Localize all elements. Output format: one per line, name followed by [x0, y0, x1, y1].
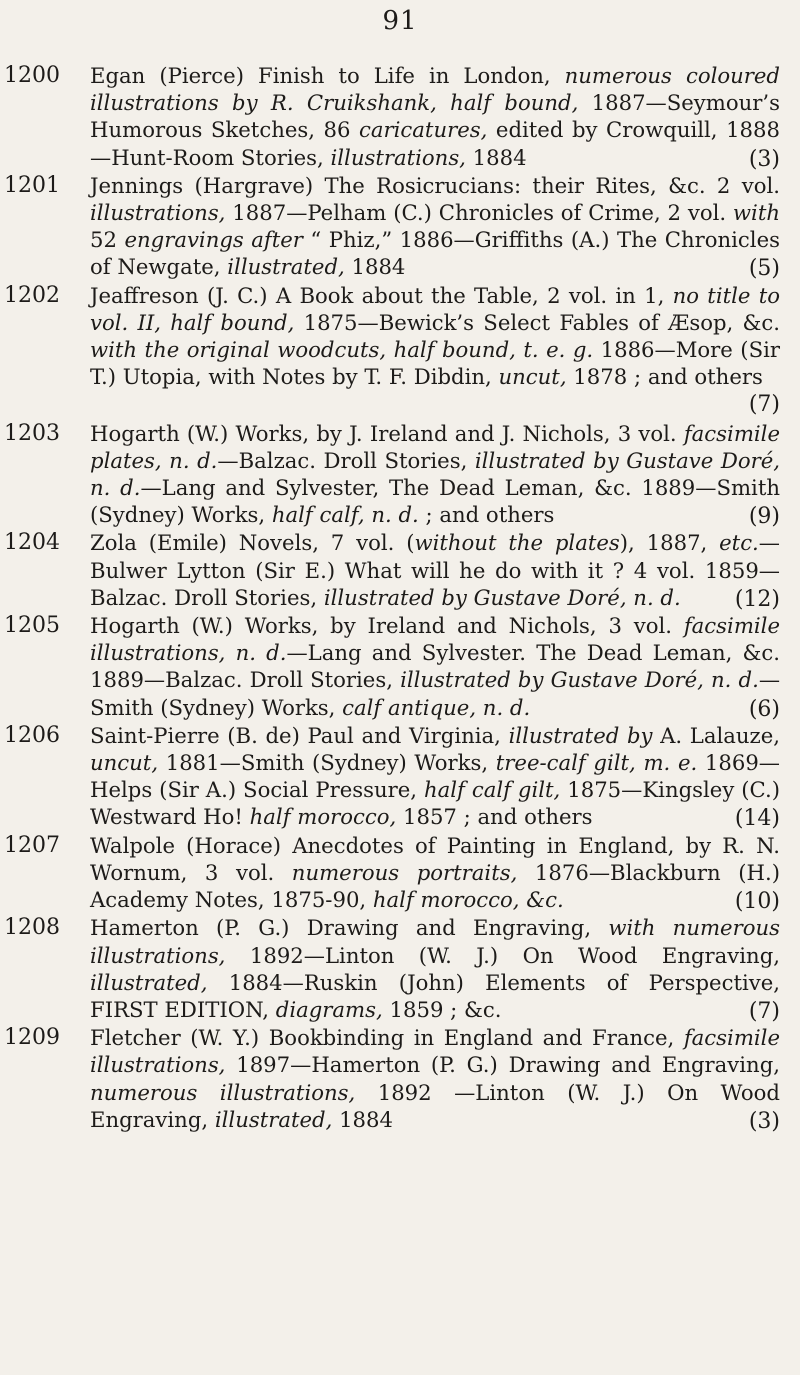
description-text: 1869—Helps (Sir A.) Social Pressure, — [90, 750, 780, 803]
description-italic-text: illustrated by Gustave Doré, n. d. — [323, 584, 681, 610]
description-text: 1875—Bewick’s Select Fables of Æsop, &c. — [294, 309, 780, 335]
description-text: 52 — [90, 227, 125, 253]
lot-volume-count: (3) — [748, 1108, 780, 1134]
description-text: Zola (Emile) Novels, 7 vol. ( — [90, 530, 415, 556]
description-italic-text: without the plates — [414, 530, 620, 556]
lot-description — [90, 1024, 780, 1133]
description-text: —Lang and Sylvester, The Dead Leman, &c. 1889—Smith (Sydney) Works, — [90, 475, 780, 528]
lot-description — [90, 172, 780, 281]
description-text: 1887—Seymour’s Humorous Sketches, 86 — [90, 90, 780, 143]
lot-description — [90, 612, 780, 721]
lot-entry — [0, 282, 800, 419]
description-text: 1884 — [332, 1106, 393, 1132]
description-text: —Lang and Sylvester. The Dead Leman, &c. 1889—Balzac. Droll Stories, — [90, 640, 780, 693]
lot-number: 1207 — [4, 832, 60, 858]
description-text: ; and others — [418, 502, 555, 528]
lot-description — [90, 832, 780, 914]
lot-entry — [0, 1024, 800, 1133]
lot-entry — [0, 529, 800, 611]
description-italic-text: uncut, — [498, 364, 567, 390]
lot-description — [90, 62, 780, 171]
description-italic-text: caricatures, — [359, 117, 488, 143]
description-text: 1892—Linton (W. J.) On Wood Engraving, — [225, 942, 780, 968]
description-text: Hogarth (W.) Works, by J. Ireland and J. Nichols, 3 vol. — [90, 420, 684, 446]
description-italic-text: half calf gilt, — [424, 777, 561, 803]
lot-entry — [0, 832, 800, 914]
lot-entry — [0, 722, 800, 831]
description-text: ), 1887, — [619, 530, 720, 556]
description-italic-text: illustrated, — [214, 1106, 333, 1132]
lot-description — [90, 529, 780, 611]
description-italic-text: numerous illustrations, — [90, 1079, 356, 1105]
description-text: 1886—More (Sir T.) Utopia, with Notes by T. F. Dibdin, — [90, 337, 780, 390]
lot-volume-count: (14) — [734, 806, 780, 832]
description-italic-text: facsimile illustrations, n. d. — [90, 613, 780, 666]
description-italic-text: illustrated by Gustave Doré, n. d. — [90, 447, 781, 501]
lot-entry — [0, 914, 800, 1023]
description-text: 1875—Kingsley (C.) Westward Ho! — [90, 777, 780, 830]
lot-list — [0, 62, 800, 1134]
lot-entry — [0, 612, 800, 721]
lot-number: 1201 — [4, 172, 60, 198]
description-text: 1892 —Linton (W. J.) On Wood Engraving, — [90, 1079, 780, 1132]
description-italic-text: half morocco, — [249, 804, 397, 830]
lot-volume-count: (10) — [734, 889, 780, 915]
description-italic-text: uncut, — [90, 750, 159, 776]
description-italic-text: illustrated, — [90, 969, 208, 995]
description-text: edited by Crowquill, 1888—Hunt-Room Stories, — [90, 117, 780, 170]
lot-description — [90, 914, 780, 1023]
description-italic-text: diagrams, — [275, 996, 383, 1022]
description-text: Walpole (Horace) Anecdotes of Painting in England, by R. N. Wornum, 3 vol. — [90, 832, 780, 885]
lot-number: 1206 — [4, 722, 60, 748]
description-text: 1857 ; and others — [396, 804, 593, 830]
description-italic-text: illustrations, — [330, 144, 466, 170]
description-text: Hamerton (P. G.) Drawing and Engraving, — [90, 915, 609, 941]
description-italic-text: calf antique, n. d. — [342, 694, 531, 720]
lot-description — [90, 420, 780, 529]
lot-volume-count: (5) — [748, 256, 780, 282]
description-italic-text: engravings after — [124, 227, 303, 253]
description-text: 1887—Pelham (C.) Chronicles of Crime, 2 vol. — [225, 200, 733, 226]
description-italic-text: facsimile plates, n. d. — [90, 420, 780, 473]
lot-entry — [0, 172, 800, 281]
description-italic-text: with — [732, 200, 780, 226]
lot-number: 1209 — [4, 1025, 60, 1051]
lot-number: 1202 — [4, 282, 60, 308]
description-italic-text: illustrated by — [508, 722, 653, 748]
description-text: —Bulwer Lytton (Sir E.) What will he do with it ? 4 vol. 1859—Balzac. Droll Stories, — [90, 530, 780, 610]
description-italic-text: illustrations, — [90, 200, 226, 226]
description-text: Jeaffreson (J. C.) A Book about the Table, 2 vol. in 1, — [90, 282, 673, 308]
description-text: “ Phiz,” 1886—Griffiths (A.) The Chronicles of Newgate, — [90, 227, 780, 280]
lot-volume-count: (6) — [748, 696, 780, 722]
description-text: 1884 — [344, 254, 406, 280]
lot-volume-count: (9) — [748, 504, 780, 530]
description-italic-text: illustrated by Gustave Doré, n. d. — [400, 667, 759, 693]
lot-number: 1208 — [4, 915, 60, 941]
description-text: A. Lalauze, — [652, 722, 780, 748]
description-text: —Balzac. Droll Stories, — [217, 447, 475, 473]
lot-entry — [0, 420, 800, 529]
lot-volume-count: (3) — [748, 146, 780, 172]
lot-number: 1204 — [4, 530, 60, 556]
description-italic-text: tree-calf gilt, m. e. — [495, 750, 698, 776]
description-text: Egan (Pierce) Finish to Life in London, — [90, 63, 565, 88]
description-text: 1897—Hamerton (P. G.) Drawing and Engraving, — [225, 1052, 780, 1078]
description-text: 1884—Ruskin (John) Elements of Perspective, FIRST EDITION, — [90, 969, 780, 1022]
description-text: Hogarth (W.) Works, by Ireland and Nichols, 3 vol. — [90, 613, 684, 639]
description-text: —Smith (Sydney) Works, — [90, 667, 780, 720]
page-number: 91 — [382, 6, 418, 36]
lot-entry — [0, 62, 800, 171]
lot-volume-count: (12) — [734, 586, 780, 612]
description-text: Fletcher (W. Y.) Bookbinding in England and France, — [90, 1025, 684, 1051]
description-text: 1881—Smith (Sydney) Works, — [158, 750, 496, 776]
lot-description — [90, 722, 780, 831]
description-italic-text: with numerous illustrations, — [90, 915, 781, 968]
description-italic-text: no title to vol. II, half bound, — [90, 282, 780, 335]
lot-volume-count: (7) — [748, 998, 780, 1024]
lot-number: 1203 — [4, 420, 60, 446]
description-text: Jennings (Hargrave) The Rosicrucians: their Rites, &c. 2 vol. — [90, 172, 780, 198]
description-text: 1876—Blackburn (H.) Academy Notes, 1875-90, — [90, 859, 780, 913]
description-italic-text: numerous portraits, — [291, 859, 518, 885]
description-italic-text: half calf, n. d. — [271, 502, 419, 528]
description-italic-text: with the original woodcuts, half bound, t. e. g. — [90, 337, 594, 363]
lot-number: 1205 — [4, 613, 60, 639]
description-italic-text: illustrated, — [227, 254, 345, 280]
description-text: 1859 ; &c. — [382, 996, 502, 1022]
description-text: Saint-Pierre (B. de) Paul and Virginia, — [90, 722, 509, 748]
lot-volume-count: (7) — [748, 392, 780, 418]
description-italic-text: etc. — [719, 530, 759, 556]
description-text: 1884 — [465, 144, 527, 170]
lot-description — [90, 282, 780, 391]
description-italic-text: facsimile illustrations, — [90, 1025, 780, 1078]
description-text: 1878 ; and others — [566, 364, 763, 390]
lot-number: 1200 — [4, 63, 60, 88]
description-italic-text: half morocco, &c. — [372, 887, 564, 913]
description-italic-text: numerous coloured illustrations by R. Cruikshank, half bound, — [90, 63, 780, 116]
